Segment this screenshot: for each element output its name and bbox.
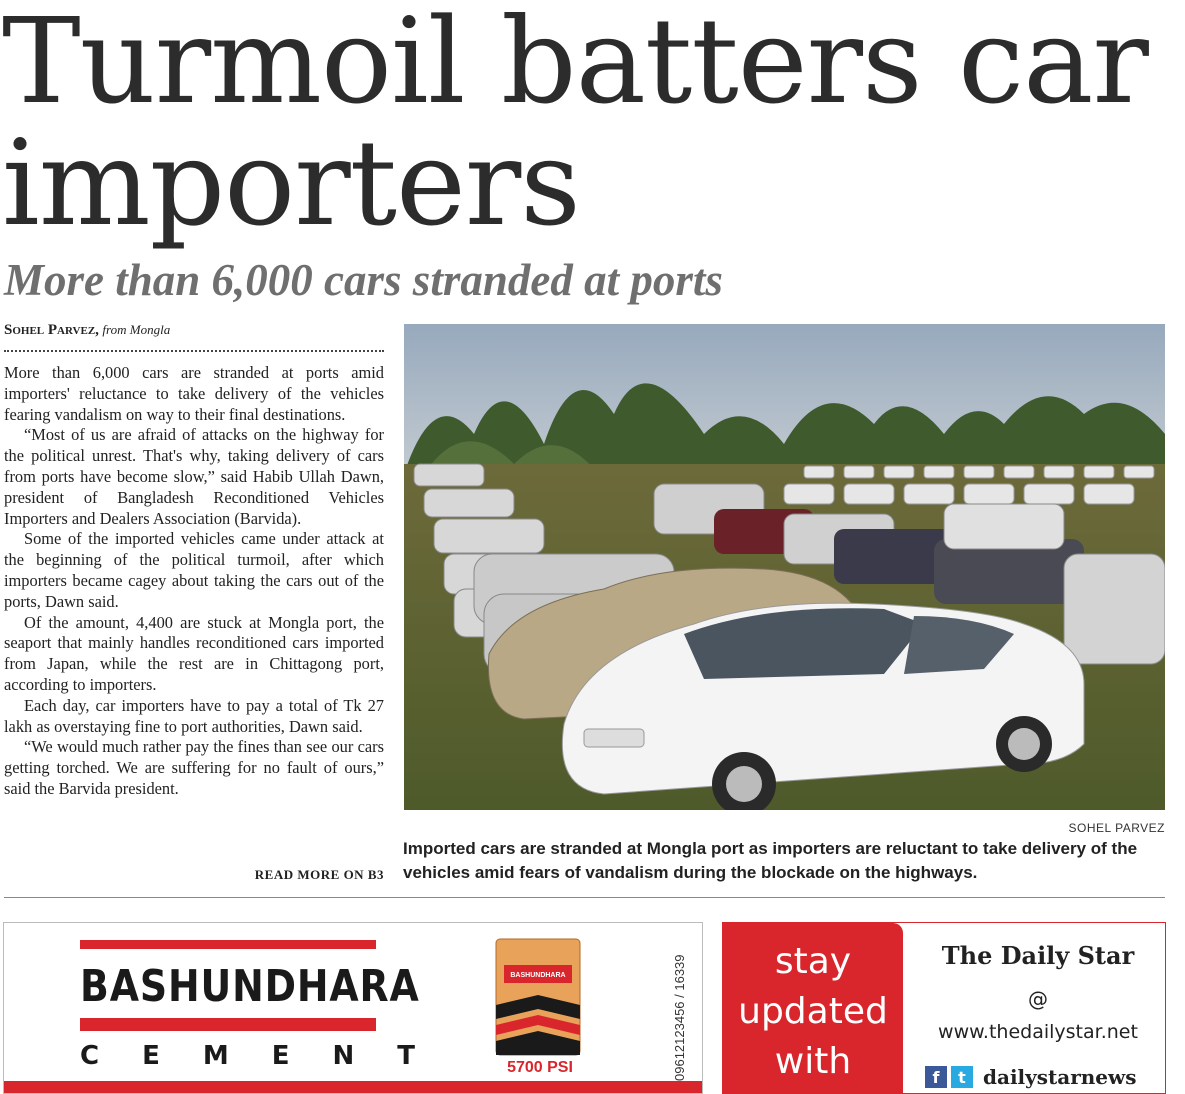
ad-product-name: CEMENT [80, 1041, 458, 1071]
news-photo [404, 324, 1165, 810]
daily-star-ad[interactable] [722, 922, 1166, 1094]
photo-caption: Imported cars are stranded at Mongla port as importers are reluctant to take delivery of the vehicles amid fears of vandalism during the blockade on the highways. [403, 839, 1138, 882]
ad-bottom-stripe [4, 1081, 703, 1093]
article-paragraph: “Most of us are afraid of attacks on the highway for the political unrest. That's why, taking delivery of cars from ports have become slow,” said Habib Ullah Dawn, president of Bangladesh Reconditioned Vehicles Importers and Dealers Association (Barvida). [4, 425, 384, 528]
photo-credit: SOHEL PARVEZ [1068, 821, 1165, 835]
subheadline: More than 6,000 cars stranded at ports [4, 255, 723, 305]
dotted-divider [4, 350, 384, 352]
bag-label: BASHUNDHARA [510, 972, 566, 979]
social-links [925, 1063, 1165, 1091]
at-symbol: @ [1028, 987, 1048, 1011]
ad-psi-label: 5700 PSI [507, 1059, 573, 1076]
stay-line: stay [774, 941, 852, 982]
article-paragraph: Of the amount, 4,400 are stuck at Mongla port, the seaport that mainly handles reconditioned cars imported from Japan, while the rest are in Chittagong port, according to importers. [4, 612, 384, 694]
facebook-icon[interactable]: f [925, 1066, 947, 1088]
website-url[interactable]: www.thedailystar.net [938, 1021, 1138, 1043]
article-paragraph: Some of the imported vehicles came under attack at the beginning of the political turmoil, after which importers became cagey about taking the cars out of the ports, Dawn said. [4, 529, 384, 611]
article-paragraph: More than 6,000 cars are stranded at ports amid importers' reluctance to take delivery of the vehicles fearing vandalism on way to their final destinations. [4, 363, 384, 424]
daily-star-masthead: The Daily Star [941, 941, 1135, 970]
cement-bag-icon [492, 935, 584, 1059]
section-divider [4, 897, 1165, 898]
stay-line: with [774, 1041, 852, 1082]
parked-cars-photo [404, 324, 1165, 810]
twitter-icon[interactable]: t [951, 1066, 973, 1088]
article-body [4, 363, 384, 800]
byline [4, 322, 384, 339]
ad-brand-name: BASHUNDHARA [80, 961, 420, 1012]
byline-location: from Mongla [102, 322, 171, 337]
byline-author: Sohel Parvez, [4, 322, 99, 338]
ad-red-bar [80, 940, 376, 949]
read-more-link[interactable]: READ MORE ON B3 [254, 867, 384, 882]
article-paragraph: “We would much rather pay the fines than see our cars getting torched. We are suffering for no fault of ours,” said the Barvida president. [4, 737, 384, 798]
social-handle[interactable]: dailystarnews [983, 1065, 1137, 1089]
ad-red-bar [80, 1018, 376, 1031]
headline: Turmoil batters car importers [2, 0, 1148, 252]
bashundhara-cement-ad[interactable] [3, 922, 703, 1094]
stay-line: updated [738, 991, 888, 1032]
stay-updated-text [723, 937, 903, 1087]
ad-phone-number[interactable]: 09612123456 / 16339 [672, 954, 687, 1081]
stay-updated-box [723, 923, 903, 1094]
article-paragraph: Each day, car importers have to pay a total of Tk 27 lakh as overstaying fine to port authorities, Dawn said. [4, 695, 384, 736]
